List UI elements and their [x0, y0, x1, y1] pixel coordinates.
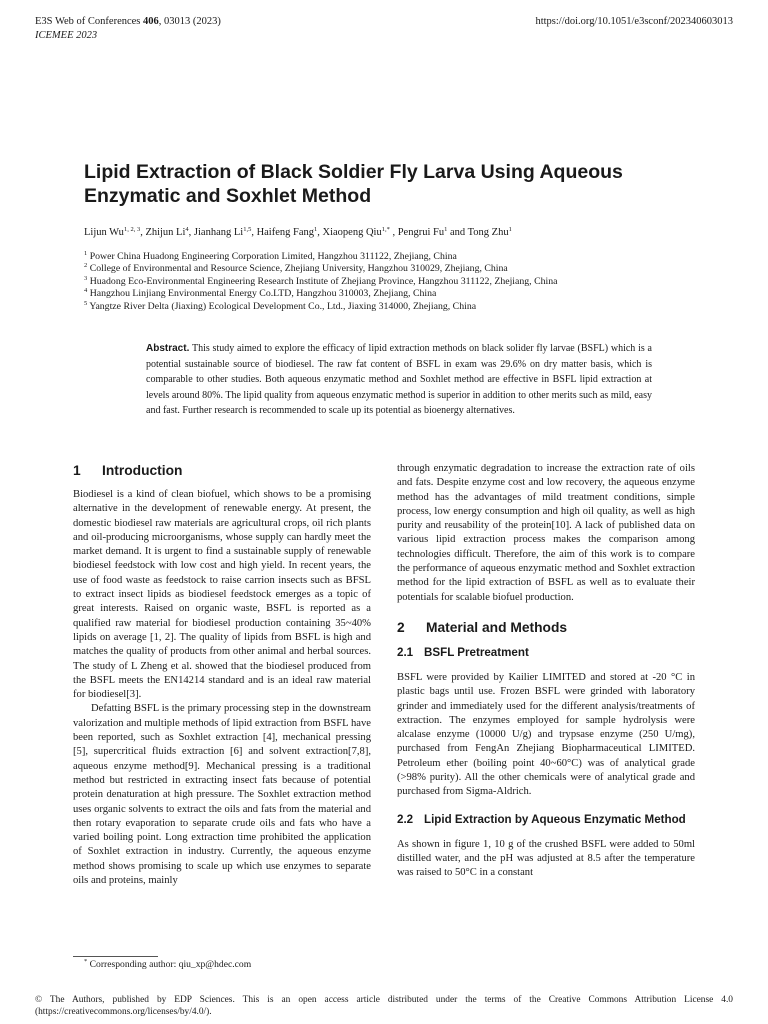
- author: Zhijun Li$^4$,: [145, 226, 194, 238]
- affiliation-item: $^3$ Huadong Eco-Environmental Engineering Research Institute of Zhejiang Province, Hangzhou 311122, Zhejiang, China: [84, 274, 558, 287]
- conference-name: ICEMEE 2023: [35, 30, 98, 41]
- author: Xiaopeng Qiu$^{1,*}$ ,: [322, 226, 398, 238]
- paragraph: through enzymatic degradation to increase the extraction rate of oils and fats. Despite enzyme cost and low recovery, the aqueous enzyme method has the advantages of mild treatment conditions, simple process, low energy consumption and high oil quality, as well as high purity and reusability of the protein[10]. A lack of published data on various lipid extraction process makes the comparison among technologies difficult. Therefore, the aim of this work is to compare the performance of aqueous enzymatic method and Soxhlet extraction method for the lipid extraction of BSFL as well as to evaluate their potentials for scalable biofuel production.: [397, 463, 695, 603]
- left-column: [73, 462, 371, 888]
- journal-citation: E3S Web of Conferences 406, 03013 (2023): [35, 16, 221, 27]
- abstract-label: Abstract.: [146, 343, 190, 354]
- author: Haifeng Fang$^1$,: [256, 226, 323, 238]
- footnote-rule: [73, 956, 158, 957]
- affiliation-list: [84, 251, 557, 313]
- corresponding-author-footnote: * Corresponding author: qiu_xp@hdec.com: [84, 958, 252, 970]
- paper-title: Lipid Extraction of Black Soldier Fly Larva Using Aqueous Enzymatic and Soxhlet Method: [84, 161, 623, 207]
- abstract-text: This study aimed to explore the efficacy of lipid extraction methods on black solider fly larvae (BSFL) which is a potential sustainable source of biodiesel. The raw fat content of BSFL in exam was 29.6% on dry matter basis, which is comparable to other studies. Both aqueous enzymatic method and Soxhlet method are effective in BSFL lipid extraction at levels around 80%. The lipid quality from aqueous enzymatic method is superior in addition to other merits such as mild, easy and fast. Further research is recommended to scale up its potential as bioenergy alternatives.: [146, 343, 652, 416]
- running-header-left: [35, 15, 221, 43]
- affiliation-item: $^1$ Power China Huadong Engineering Corporation Limited, Hangzhou 311122, Zhejiang, China: [84, 250, 457, 262]
- affiliation-item: $^4$ Hangzhou Linjiang Environmental Energy Co.LTD, Hangzhou 310003, Zhejiang, China: [84, 287, 437, 300]
- author: Jianhang Li$^{1,5}$,: [193, 226, 257, 238]
- affiliation-item: $^2$ College of Environmental and Resource Science, Zhejiang University, Hangzhou 310029, Zhejiang, China: [84, 262, 508, 275]
- paragraph: Biodiesel is a kind of clean biofuel, which shows to be a promising alternative in the development of renewable energy. At present, the domestic biodiesel raw materials are agricultural crops, oil rich plants and oil-producing microorganisms, whose supply can hardly meet the market demand. It is urgent to find a sustainable supply of renewable biodiesel feedstock with low cost and high yield. In recent years, the use of food waste as feedstock to raise carrion insects such as BFSL to extract insect lipids as biodiesel feedstock emerges as a topic of great interests. Raised on organic waste, BSFL is reported as a qualified raw material for biodiesel production containing 35~40% lipids on average [1, 2]. The quality of lipids from BSFL is high and matches the quality of products from other animal and herbal sources. The study of L Zheng et al. showed that the biodiesel produced from the BSFL meets the EN14214 standard and is an ideal raw material for biodiesel[3].: [73, 489, 371, 701]
- right-column: [397, 462, 695, 881]
- author: Tong Zhu$^1$: [467, 226, 512, 238]
- affiliation-item: $^5$ Yangtze River Delta (Jiaxing) Ecological Development Co., Ltd., Jiaxing 314000, Zhejiang, China: [84, 299, 477, 312]
- paragraph: As shown in figure 1, 10 g of the crushed BSFL were added to 50ml distilled water, and the pH was adjusted at 8.5 after the temperature was raised to 50°C in a constant: [397, 838, 695, 879]
- author: Pengrui Fu$^1$ and: [397, 226, 468, 238]
- paragraph: Defatting BSFL is the primary processing step in the downstream valorization and multiple methods of lipid extraction from BSFL have been reported, such as Soxhlet extraction [4], mechanical pressing [5], supercritical fluids extraction [6] and solvent extraction[7,8], aqueous enzyme method[9]. Mechanical pressing is a traditional method but restricted in extracting insect fats because of potential protein denaturation at high pressure. The Soxhlet extraction method uses organic solvents to extract the oils and fats from the material and then rotary evaporation to separate crude oils and fats who have a varied boiling point. Long extraction time prohibited the application of Soxhlet extraction in industry. Currently, the aqueous enzyme method shows promising to scale up which use enzymes to separate oils and proteins, mainly: [73, 703, 371, 887]
- doi-link[interactable]: https://doi.org/10.1051/e3sconf/202340603013: [535, 16, 733, 27]
- author: Lijun Wu$^{1, 2, 3}$,: [84, 226, 146, 238]
- section-heading-introduction: 1 Introduction: [73, 463, 183, 478]
- subsection-heading-pretreatment: 2.1 BSFL Pretreatment: [397, 645, 529, 659]
- journal-volume: 406: [143, 16, 159, 27]
- paragraph: BSFL were provided by Kailier LIMITED and stored at -20 °C in plastic bags until use. Frozen BSFL were grinded with laboratory grinder and immediately used for the different analysis/treatments of extraction. The enzymes employed for sample hydrolysis were alcalase enzyme (10000 U/g) and trypsase enzyme (250 U/mg), purchased from FengAn Zhejiang Biopharmaceutical LIMITED. Petroleum ether (boiling point 40~60°C) was of analytical grade (>98% purity). All the other chemicals were of analytical grade and purchased from Sigma-Aldrich.: [397, 671, 695, 798]
- license-notice: © The Authors, published by EDP Sciences. This is an open access article distributed under the terms of the Creative Commons Attribution License 4.0 (https://creativecommons.org/licenses/by/4.0/).: [35, 995, 733, 1017]
- abstract: [146, 341, 652, 419]
- author-list: [84, 227, 512, 238]
- section-heading-material-methods: 2 Material and Methods: [397, 619, 568, 635]
- subsection-heading-aqueous-enzymatic: 2.2 Lipid Extraction by Aqueous Enzymatic Method: [397, 812, 686, 826]
